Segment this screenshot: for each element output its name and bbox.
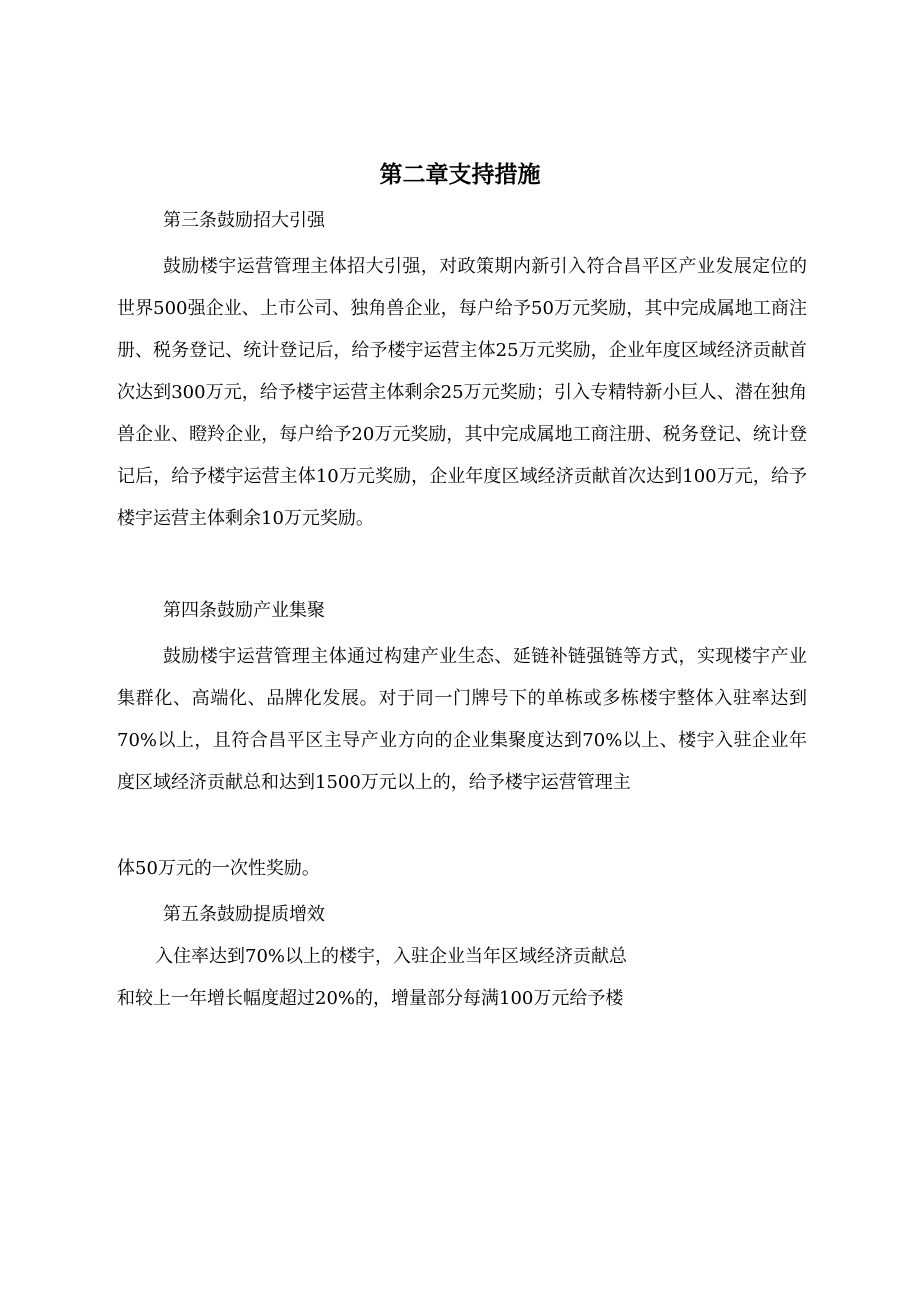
article-5-heading: 第五条鼓励提质增效 (163, 904, 325, 925)
article-5-paragraph (117, 936, 807, 1020)
article-5-line-1: 入住率达到70%以上的楼宇，入驻企业当年区域经济贡献总 (155, 946, 628, 967)
article-4-paragraph: 鼓励楼宇运营管理主体通过构建产业生态、延链补链强链等方式，实现楼宇产业集群化、高端化、品牌化发展。对于同一门牌号下的单栋或多栋楼宇整体入驻率达到70%以上，且符合昌平区主导产业方向的企业集聚度达到70%以上、楼宇入驻企业年度区域经济贡献总和达到1500万元以上的，给予楼宇运营管理主 (117, 646, 807, 793)
article-4-continuation: 体50万元的一次性奖励。 (117, 858, 320, 879)
article-5-line-2: 和较上一年增长幅度超过20%的，增量部分每满100万元给予楼 (117, 988, 624, 1009)
article-4-heading: 第四条鼓励产业集聚 (163, 600, 325, 621)
article-3-paragraph: 鼓励楼宇运营管理主体招大引强，对政策期内新引入符合昌平区产业发展定位的世界500强企业、上市公司、独角兽企业，每户给予50万元奖励，其中完成属地工商注册、税务登记、统计登记后，给予楼宇运营主体25万元奖励，企业年度区域经济贡献首次达到300万元，给予楼宇运营主体剩余25万元奖励；引入专精特新小巨人、潜在独角兽企业、瞪羚企业，每户给予20万元奖励，其中完成属地工商注册、税务登记、统计登记后，给予楼宇运营主体10万元奖励，企业年度区域经济贡献首次达到100万元，给予楼宇运营主体剩余10万元奖励。 (117, 256, 807, 529)
article-3-heading: 第三条鼓励招大引强 (163, 210, 325, 231)
chapter-title: 第二章支持措施 (379, 162, 541, 188)
